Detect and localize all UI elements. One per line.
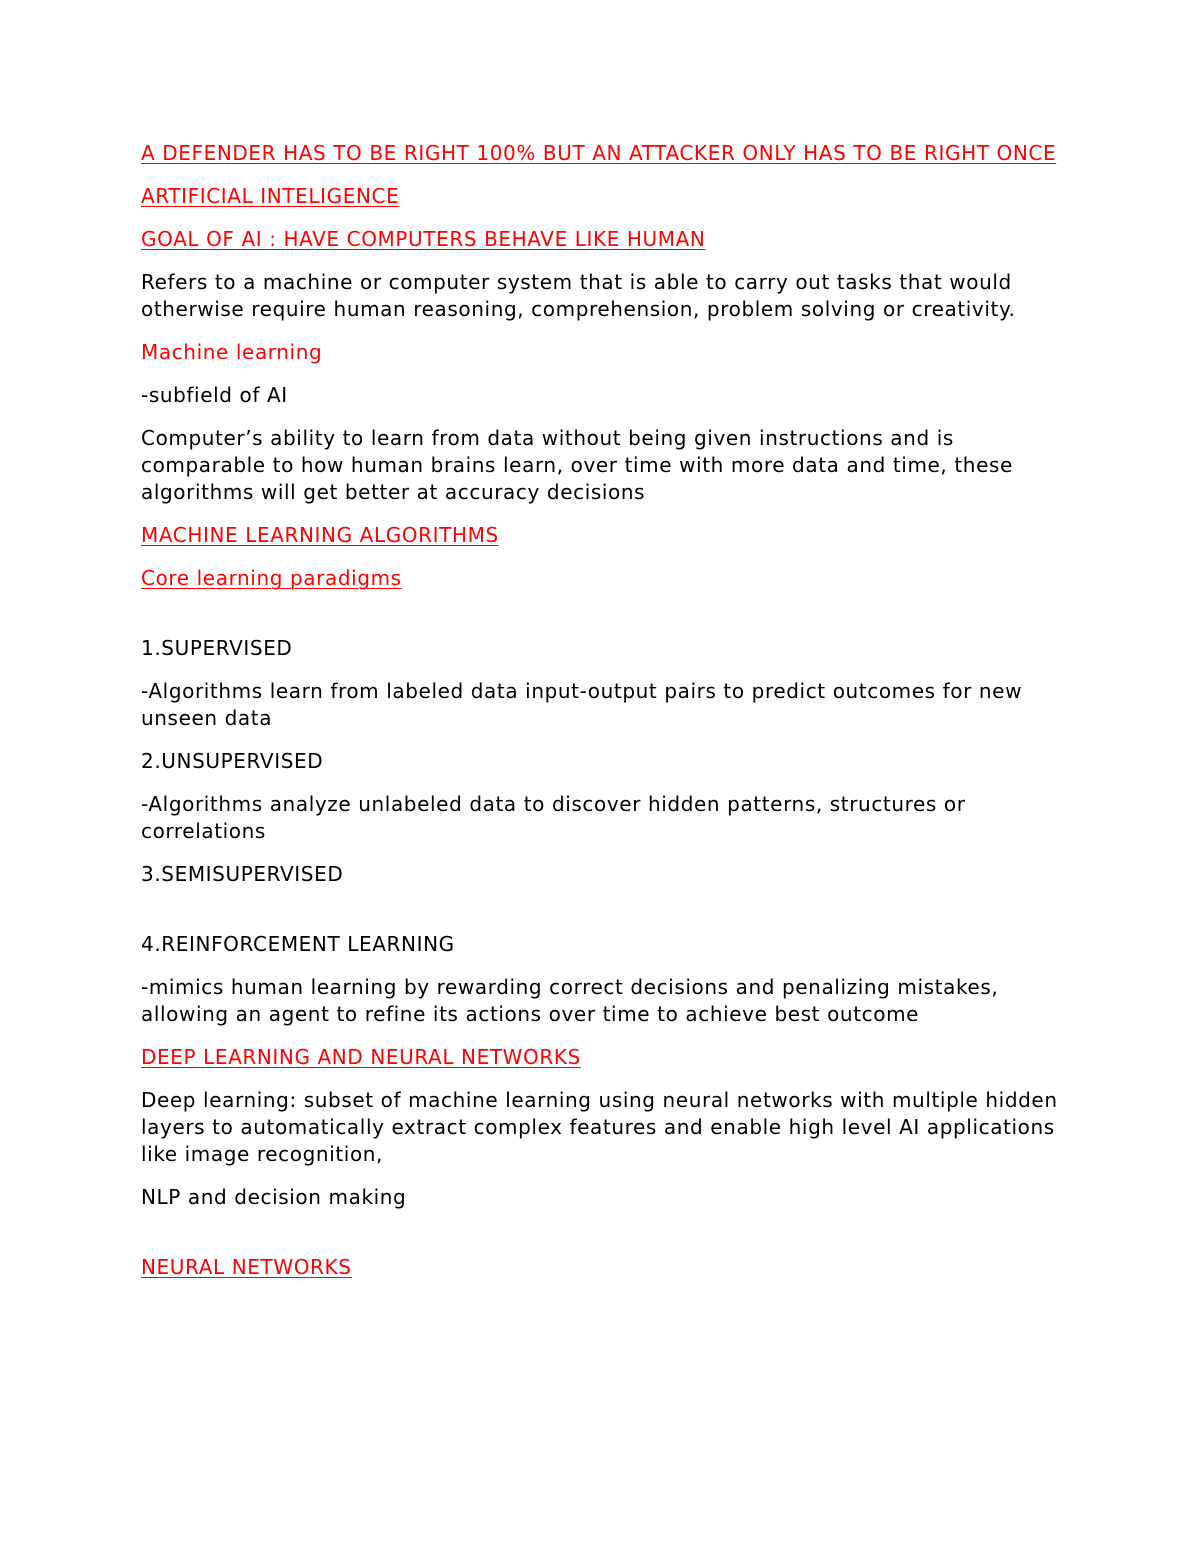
paragraph-reinforcement-desc: -mimics human learning by rewarding correct decisions and penalizing mistakes, allowing an agent to refine its actions over time to achieve best outcome xyxy=(141,975,999,1026)
paragraph-spacer xyxy=(141,366,1061,382)
paragraph-spacer xyxy=(141,1028,1061,1044)
heading-core-paradigms: Core learning paradigms xyxy=(141,566,402,590)
heading-neural-networks: NEURAL NETWORKS xyxy=(141,1255,352,1279)
heading-artificial-intelligence: ARTIFICIAL INTELIGENCE xyxy=(141,184,400,208)
paragraph-spacer xyxy=(141,1168,1061,1184)
paragraph-spacer xyxy=(141,775,1061,791)
paragraph-spacer xyxy=(141,323,1061,339)
heading-defender-attacker: A DEFENDER HAS TO BE RIGHT 100% BUT AN ATTACKER ONLY HAS TO BE RIGHT ONCE xyxy=(141,141,1057,165)
empty-line xyxy=(141,592,1061,635)
paragraph-ai-definition: Refers to a machine or computer system that is able to carry out tasks that would otherwise require human reasoning, comprehension, problem solving or creativity. xyxy=(141,270,1016,321)
list-item-supervised: 1.SUPERVISED xyxy=(141,636,293,660)
heading-ml-algorithms: MACHINE LEARNING ALGORITHMS xyxy=(141,523,499,547)
document-page xyxy=(141,140,1061,1281)
heading-machine-learning: Machine learning xyxy=(141,340,323,364)
paragraph-spacer xyxy=(141,506,1061,522)
paragraph-spacer xyxy=(141,210,1061,226)
empty-line xyxy=(141,1211,1061,1254)
heading-deep-learning: DEEP LEARNING AND NEURAL NETWORKS xyxy=(141,1045,581,1069)
paragraph-spacer xyxy=(141,958,1061,974)
list-item-unsupervised: 2.UNSUPERVISED xyxy=(141,749,324,773)
paragraph-spacer xyxy=(141,167,1061,183)
list-item-reinforcement: 4.REINFORCEMENT LEARNING xyxy=(141,932,455,956)
paragraph-spacer xyxy=(141,253,1061,269)
heading-goal-of-ai: GOAL OF AI : HAVE COMPUTERS BEHAVE LIKE HUMAN xyxy=(141,227,706,251)
paragraph-spacer xyxy=(141,732,1061,748)
paragraph-unsupervised-desc: -Algorithms analyze unlabeled data to discover hidden patterns, structures or correlations xyxy=(141,792,966,843)
paragraph-spacer xyxy=(141,549,1061,565)
paragraph-ml-definition: Computer’s ability to learn from data without being given instructions and is comparable to how human brains learn, over time with more data and time, these algorithms will get better at accuracy decisions xyxy=(141,426,1013,504)
list-item-semisupervised: 3.SEMISUPERVISED xyxy=(141,862,344,886)
paragraph-spacer xyxy=(141,1071,1061,1087)
paragraph-subfield-of-ai: -subfield of AI xyxy=(141,383,288,407)
paragraph-deep-learning-desc: Deep learning: subset of machine learning using neural networks with multiple hidden layers to automatically extract complex features and enable high level AI applications like image recognition, xyxy=(141,1088,1058,1166)
paragraph-spacer xyxy=(141,662,1061,678)
paragraph-spacer xyxy=(141,845,1061,861)
paragraph-nlp: NLP and decision making xyxy=(141,1185,407,1209)
empty-line xyxy=(141,888,1061,931)
paragraph-supervised-desc: -Algorithms learn from labeled data input-output pairs to predict outcomes for new unseen data xyxy=(141,679,1023,730)
paragraph-spacer xyxy=(141,409,1061,425)
